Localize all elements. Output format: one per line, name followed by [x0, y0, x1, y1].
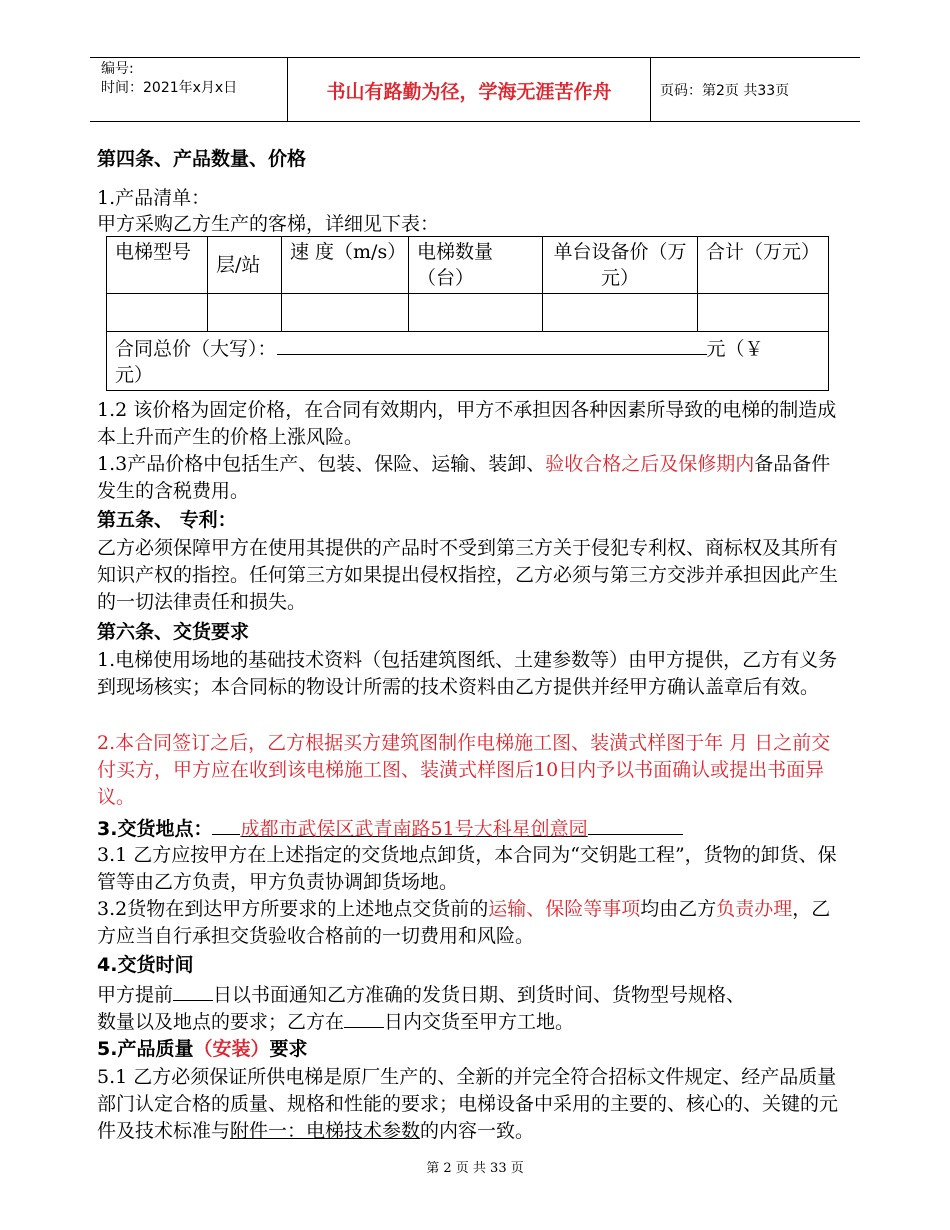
contract-total-label: 合同总价（大写）：	[115, 338, 277, 360]
article-4-item-1: 1.产品清单：	[97, 187, 211, 209]
article-4-table-intro: 甲方采购乙方生产的客梯，详细见下表：	[97, 213, 440, 235]
article-6-item-5-title	[97, 1036, 307, 1063]
article-4-title: 第四条、产品数量、价格	[97, 148, 307, 170]
attachment-1-reference: 附件一：电梯技术参数	[230, 1120, 421, 1142]
product-table	[106, 236, 829, 391]
article-6-item-4-line-2	[97, 1007, 574, 1036]
table-header-cell: 单台设备价（万元）	[543, 237, 698, 294]
item-1-3-text-a: 1.3产品价格中包括生产、包装、保险、运输、装卸、	[97, 453, 546, 475]
table-total-row	[107, 332, 829, 391]
table-header-cell: 合计（万元）	[698, 237, 829, 294]
table-header-cell: 电梯数量（台）	[409, 237, 543, 294]
item-5-1-text-b: 的内容一致。	[420, 1120, 535, 1142]
article-6-title: 第六条、交货要求	[97, 621, 250, 643]
article-6-item-5-1	[97, 1064, 847, 1145]
article-5-title: 第五条、 专利：	[97, 509, 237, 531]
header-top-rule	[90, 57, 860, 58]
item-1-3-text-b: 备品备件发生的含税费用。	[97, 453, 831, 502]
table-cell	[282, 294, 409, 332]
item-4-text-d: 日内交货至甲方工地。	[384, 1011, 575, 1033]
contract-total-suffix: 元（￥	[706, 338, 764, 360]
item-5-title-a: 5.产品质量	[97, 1038, 194, 1060]
page-footer: 第 2 页 共 33 页	[426, 1161, 524, 1176]
delivery-place-blank-lead	[212, 814, 240, 835]
table-cell	[107, 294, 208, 332]
delivery-place-value: 成都市武侯区武青南路51号大科星创意园	[240, 818, 588, 840]
article-6-item-3-1: 3.1 乙方应按甲方在上述指定的交货地点卸货，本合同为“交钥匙工程”，货物的卸货、保管等由乙方负责，甲方负责协调卸货场地。	[97, 844, 837, 893]
item-4-text-b: 日以书面通知乙方准确的发货日期、到货时间、货物型号规格、	[213, 984, 746, 1006]
article-6-item-1: 1.电梯使用场地的基础技术资料（包括建筑图纸、土建参数等）由甲方提供，乙方有义务到现场核实；本合同标的物设计所需的技术资料由乙方提供并经甲方确认盖章后有效。	[97, 649, 838, 698]
item-3-2-text-c: ，乙方应当自行承担交货验收合格前的一切费用和风险。	[97, 898, 831, 947]
table-cell	[409, 294, 543, 332]
article-4-item-1-2: 1.2 该价格为固定价格，在合同有效期内，甲方不承担因各种因素所导致的电梯的制造成本上升而产生的价格上涨风险。	[97, 399, 837, 448]
contract-total-blank	[277, 334, 707, 355]
header-time-label: 时间：2021年x月x日	[101, 80, 238, 96]
article-6-item-3	[97, 814, 683, 843]
header-divider-right	[650, 57, 651, 122]
article-6-item-3-2	[97, 896, 847, 950]
header-number-label: 编号:	[101, 61, 134, 77]
item-3-2-text-a: 3.2货物在到达甲方所要求的上述地点交货前的	[97, 898, 489, 920]
delivery-place-blank-tail	[588, 814, 683, 835]
table-header-row	[107, 237, 829, 294]
item-5-title-b: 要求	[269, 1038, 308, 1060]
article-6-item-4-title: 4.交货时间	[97, 954, 194, 976]
item-4-text-c: 数量以及地点的要求；乙方在	[97, 1011, 345, 1033]
delivery-place-label: 3.交货地点：	[97, 818, 213, 840]
advance-days-blank	[173, 980, 213, 1001]
item-5-1-text-a: 5.1 乙方必须保证所供电梯是原厂生产的、全新的并完全符合招标文件规定、经产品质量部门认定合格的质量、规格和性能的要求；电梯设备中采用的主要的、核心的、关键的元件及技术标准与	[97, 1066, 839, 1142]
header-motto: 书山有路勤为径，学海无涯苦作舟	[326, 81, 612, 103]
contract-total-cell	[107, 332, 829, 391]
table-cell	[208, 294, 282, 332]
item-3-2-text-b: 均由乙方	[640, 898, 717, 920]
article-6-item-2: 2.本合同签订之后，乙方根据买方建筑图制作电梯施工图、装潢式样图于年 月 日之前交付买方，甲方应在收到该电梯施工图、装潢式样图后10日内予以书面确认或提出书面异议。	[97, 732, 831, 808]
contract-total-suffix-2: 元）	[115, 364, 154, 386]
table-cell	[543, 294, 698, 332]
table-cell	[698, 294, 829, 332]
header-bottom-rule	[90, 121, 860, 122]
header-page-label: 页码：第2页 共33页	[660, 83, 790, 99]
table-row	[107, 294, 829, 332]
table-header-cell: 电梯型号	[107, 237, 208, 294]
table-header-cell: 层/站	[208, 237, 282, 294]
item-3-2-red-2: 负责办理	[716, 898, 793, 920]
article-5-text: 乙方必须保障甲方在使用其提供的产品时不受到第三方关于侵犯专利权、商标权及其所有知识产权的指控。任何第三方如果提出侵权指控，乙方必须与第三方交涉并承担因此产生的一切法律责任和损失。	[97, 537, 839, 613]
item-4-text-a: 甲方提前	[97, 984, 174, 1006]
item-1-3-red: 验收合格之后及保修期内	[545, 453, 755, 475]
article-6-item-4-line-1	[97, 980, 745, 1009]
item-5-title-red: （安装）	[193, 1038, 270, 1060]
delivery-days-blank	[344, 1007, 384, 1028]
item-3-2-red-1: 运输、保险等事项	[488, 898, 641, 920]
table-header-cell: 速 度（m/s）	[282, 237, 409, 294]
article-4-item-1-3	[97, 451, 847, 505]
